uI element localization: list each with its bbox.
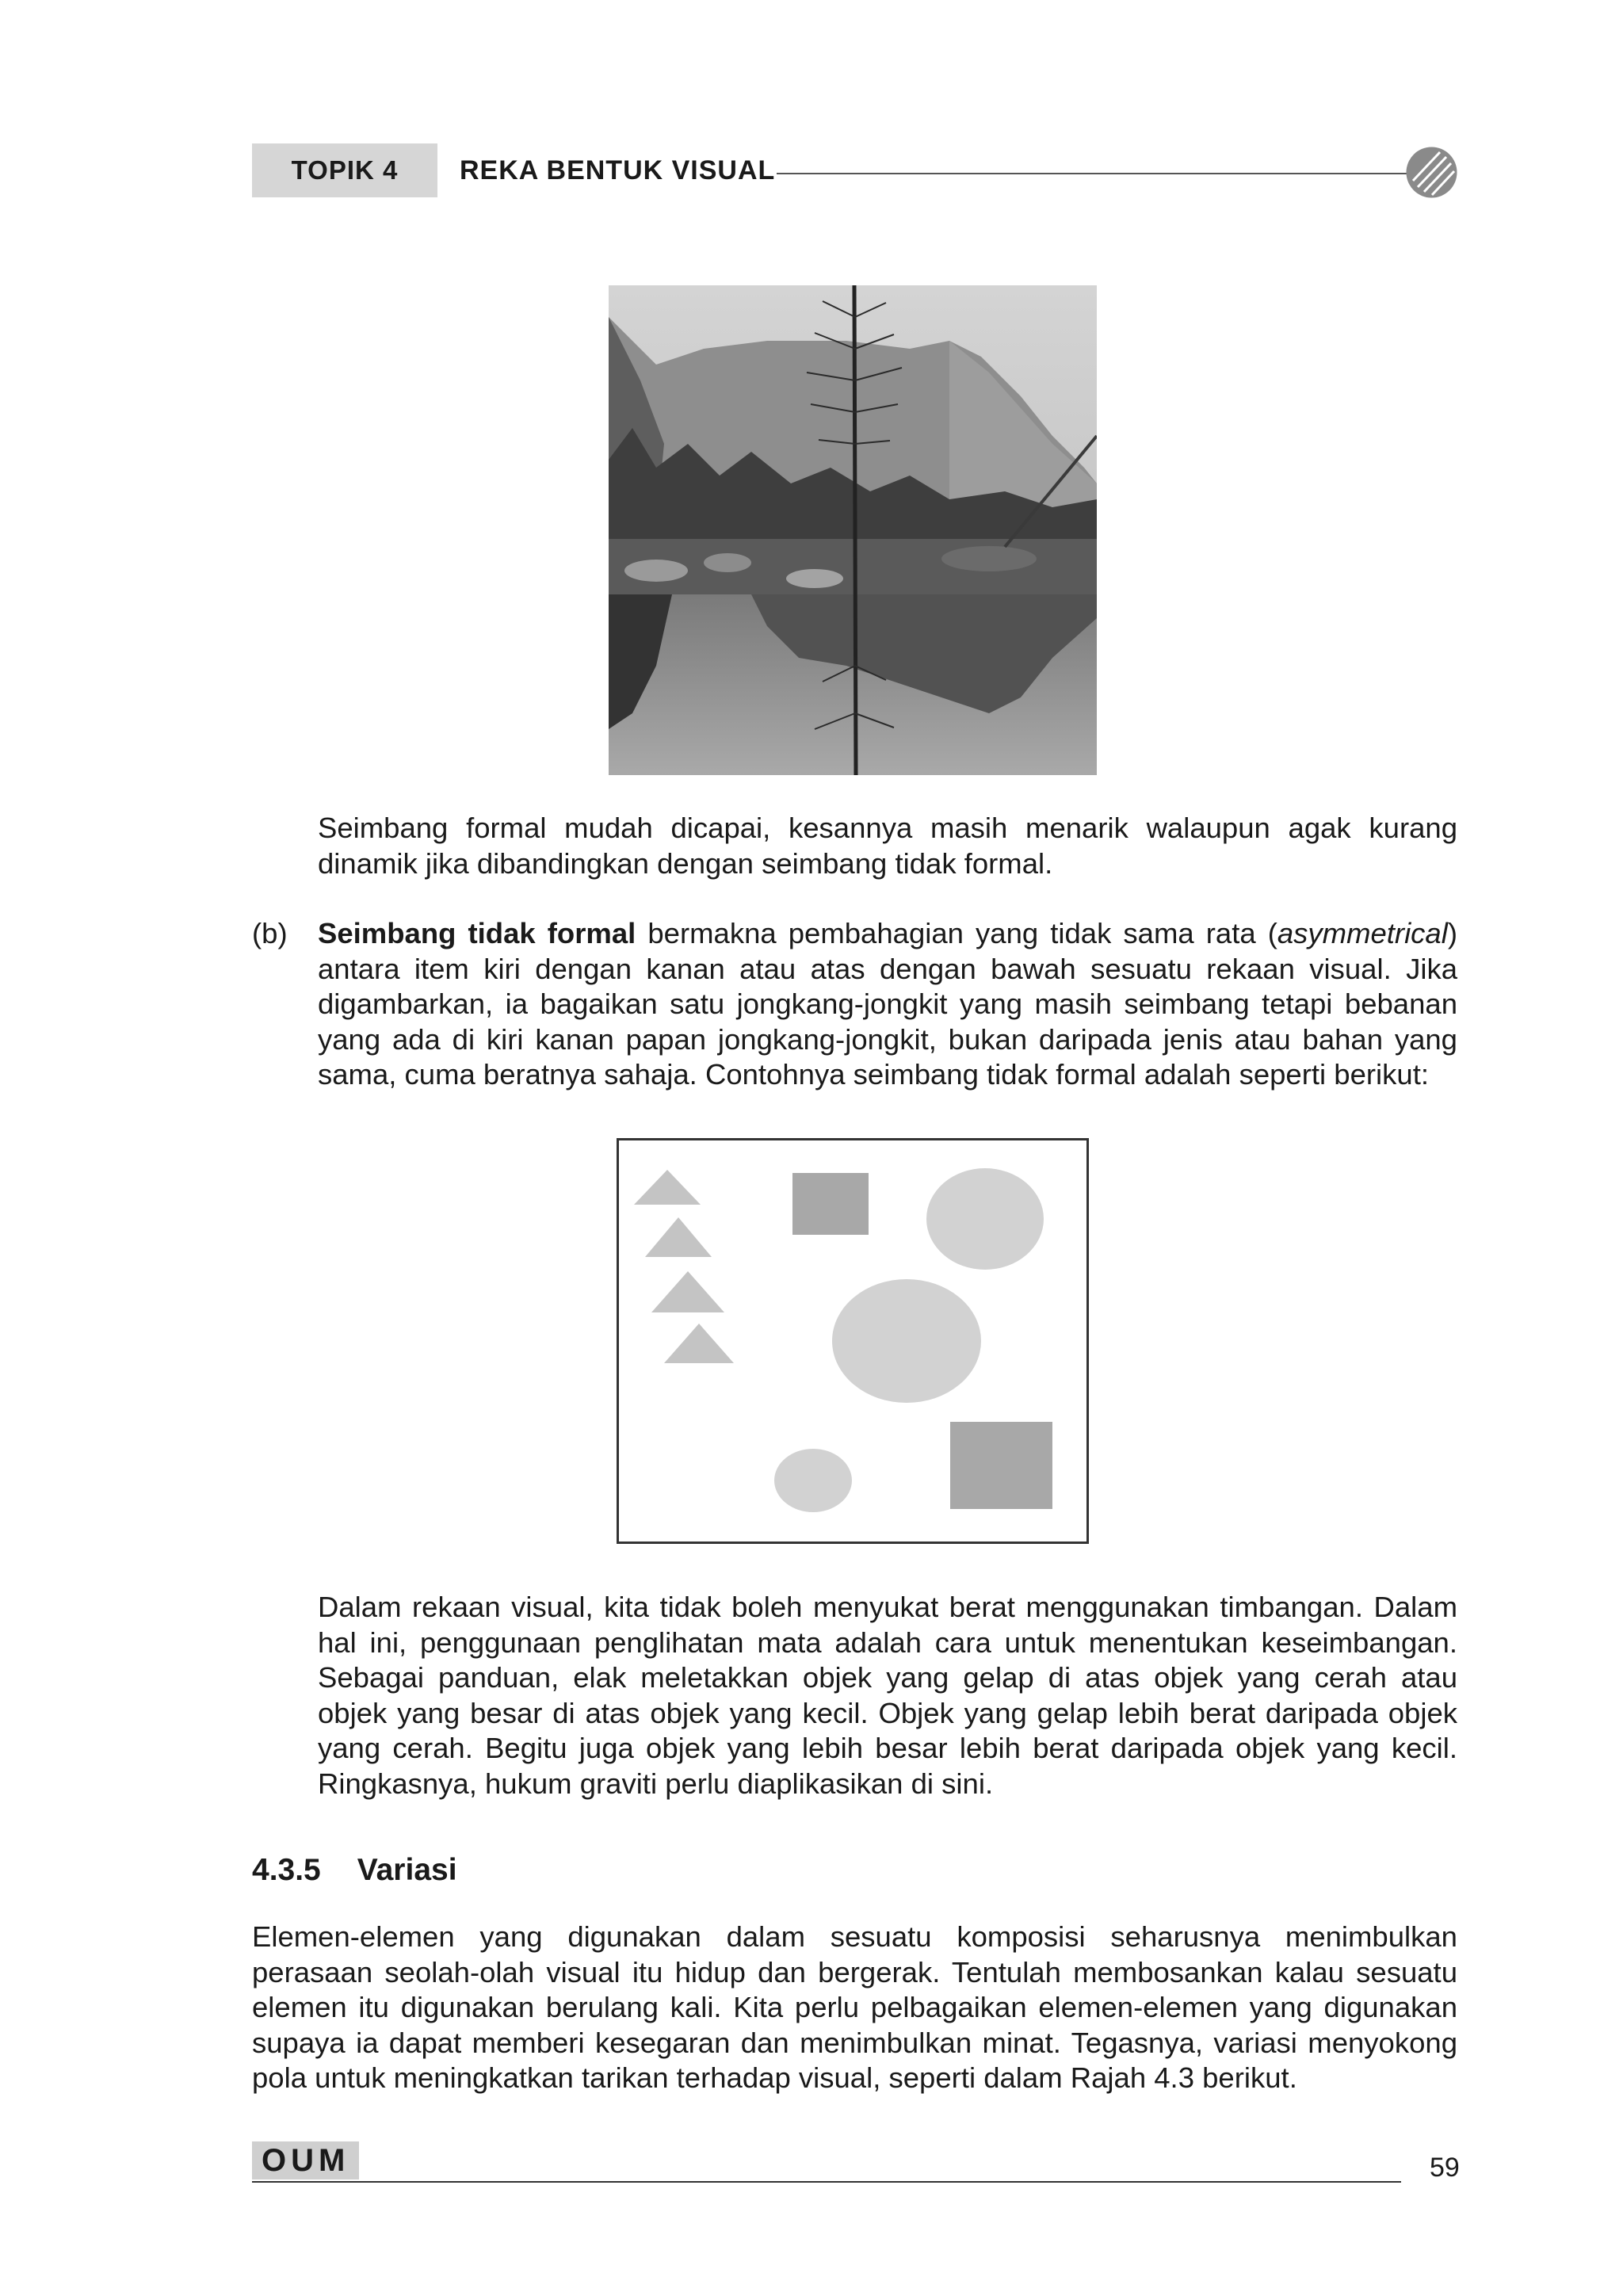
page-number: 59 xyxy=(1430,2153,1460,2183)
circle-shape xyxy=(774,1449,852,1512)
chapter-title: REKA BENTUK VISUAL xyxy=(460,155,776,185)
paragraph-formal-balance: Seimbang formal mudah dicapai, kesannya masih menarik walaupun agak kurang dinamik jika dibandingkan dengan seimbang tidak formal. xyxy=(318,812,1457,880)
term-informal-balance: Seimbang tidak formal xyxy=(318,917,636,949)
chapter-logo-icon xyxy=(1405,146,1458,199)
circle-shape xyxy=(832,1279,981,1403)
informal-text-1: bermakna pembahagian yang tidak sama rata ( xyxy=(636,917,1277,949)
header-rule xyxy=(777,173,1411,174)
circle-shape xyxy=(926,1168,1044,1270)
topic-label: TOPIK 4 xyxy=(252,143,437,197)
square-shape xyxy=(792,1173,869,1235)
square-shape xyxy=(950,1422,1052,1509)
section-heading xyxy=(252,1853,457,1888)
section-number: 4.3.5 xyxy=(252,1853,321,1887)
asymmetrical-balance-figure xyxy=(617,1138,1089,1544)
paragraph-variation: Elemen-elemen yang digunakan dalam sesuatu komposisi seharusnya menimbulkan perasaan seolah-olah visual itu hidup dan bergerak. Tentulah membosankan kalau sesuatu elemen itu digunakan berulang kali. Kita perlu pelbagaikan elemen-elemen yang digunakan supaya ia dapat memberi kesegaran dan menimbulkan minat. Tegasnya, variasi menyokong pola untuk meningkatkan tarikan terhadap visual, seperti dalam Rajah 4.3 berikut. xyxy=(252,1920,1457,2094)
footer-rule xyxy=(252,2181,1401,2183)
term-asymmetrical: asymmetrical xyxy=(1277,917,1448,949)
landscape-photo xyxy=(609,285,1097,775)
oum-logo: OUM xyxy=(252,2141,359,2179)
list-marker-b: (b) xyxy=(252,917,288,949)
paragraph-informal-balance xyxy=(318,916,1457,1093)
informal-text-2: ) antara item kiri dengan kanan atau atas dengan bawah sesuatu rekaan visual. Jika digambarkan, ia bagaikan satu jongkang-jongkit yang masih seimbang tetapi bebanan yang ada di kiri kanan papan jongkang-jongkit, bukan daripada jenis atau bahan yang sama, cuma beratnya sahaja. Contohnya seimbang tidak formal adalah seperti berikut: xyxy=(318,917,1457,1091)
paragraph-visual-weight: Dalam rekaan visual, kita tidak boleh menyukat berat menggunakan timbangan. Dalam hal ini, penggunaan penglihatan mata adalah cara untuk menentukan keseimbangan. Sebagai panduan, elak meletakkan objek yang gelap di atas objek yang cerah atau objek yang besar di atas objek yang kecil. Objek yang gelap lebih berat daripada objek yang cerah. Begitu juga objek yang lebih besar lebih berat daripada objek yang kecil. Ringkasnya, hukum graviti perlu diaplikasikan di sini. xyxy=(318,1591,1457,1800)
section-title: Variasi xyxy=(357,1853,457,1887)
